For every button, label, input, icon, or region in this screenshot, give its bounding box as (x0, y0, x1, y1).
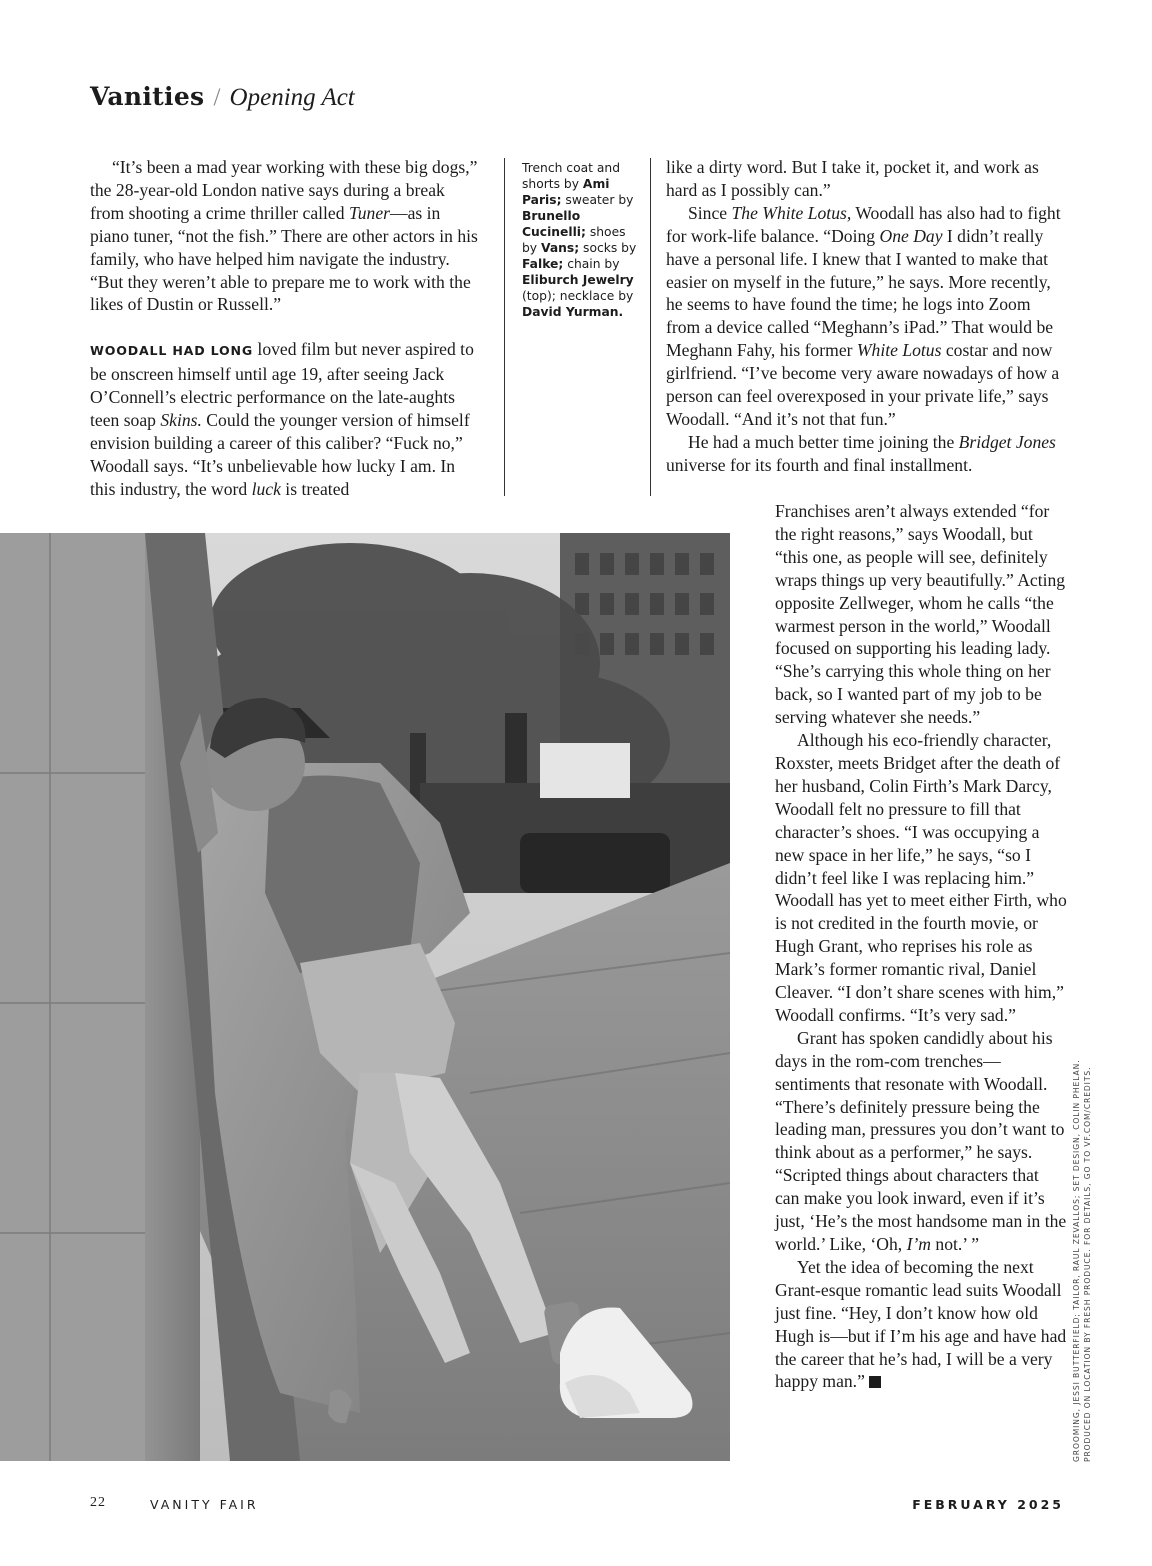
fashion-credits: Trench coat and shorts by Ami Paris; sweater by Brunello Cucinelli; shoes by Vans; socks by Falke; chain by Eliburch Jewelry (top); necklace by David Yurman. (522, 161, 637, 319)
magazine-name: VANITY FAIR (150, 1497, 259, 1512)
paragraph: Grant has spoken candidly about his days in the rom-com trenches—sentiments that resonate with Woodall. “There’s definitely pressure being the leading man, pressures you don’t want to think about as a performer,” he says. “Scripted things about characters that can make you look inward, even if it’s just, ‘He’s the most handsome man in the world.’ Like, ‘Oh, I’m not.’ ” (775, 1027, 1067, 1254)
paragraph: “It’s been a mad year working with these big dogs,” the 28-year-old London native says during a break from shooting a crime thriller called Tuner—as in piano tuner, “not the fish.” There are other actors in his family, who have helped him navigate the industry. “But they weren’t able to prepare me to work with the likes of Dustin or Russell.” (90, 157, 478, 315)
article-column-3-continued (775, 500, 1067, 1393)
page-number: 22 (90, 1495, 106, 1510)
paragraph: Since The White Lotus, Woodall has also had to fight for work-life balance. “Doing One Day I didn’t really have a personal life. I knew that I wanted to make that easier on myself in the future,” he says. More recently, he seems to have found the time; he logs into Zoom from a device called “Meghann’s iPad.” That would be Meghann Fahy, his former White Lotus costar and now girlfriend. “I’ve become very aware nowadays of how a person can feel overexposed in your private life,” says Woodall. “And it’s not that fun.” (666, 202, 1061, 429)
section-name: Vanities (90, 82, 205, 111)
column-rule (650, 158, 651, 496)
article-column-3 (666, 156, 1064, 477)
paragraph: He had a much better time joining the Bridget Jones universe for its fourth and final installment. (666, 431, 1056, 475)
paragraph: Although his eco-friendly character, Roxster, meets Bridget after the death of her husband, Colin Firth’s Mark Darcy, Woodall felt no pressure to fill that character’s shoes. “I was occupying a new space in her life,” he says, “so I didn’t feel like I was replacing him.” Woodall has yet to meet either Firth, who is not credited in the fourth movie, or Hugh Grant, who reprises his role as Mark’s former romantic rival, Daniel Cleaver. “I don’t share scenes with him,” Woodall confirms. “It’s very sad.” (775, 730, 1067, 1025)
issue-date: FEBRUARY 2025 (912, 1497, 1064, 1512)
column-rule (504, 158, 505, 496)
lead-in: WOODALL HAD LONG (90, 343, 254, 359)
article-column-1 (90, 156, 482, 501)
paragraph: WOODALL HAD LONG loved film but never aspired to be onscreen himself until age 19, after seeing Jack O’Connell’s electric performance on the late-aughts teen soap Skins. Could the younger version of himself envision building a career of this caliber? “Fuck no,” Woodall says. “It’s unbelievable how lucky I am. In this industry, the word luck is treated (90, 339, 474, 499)
section-subtitle: Opening Act (229, 84, 355, 111)
section-header (90, 82, 355, 112)
end-mark (869, 1376, 881, 1388)
paragraph: Yet the idea of becoming the next Grant-esque romantic lead suits Woodall just fine. “Hey, I don’t know how old Hugh is—but if I’m his age and have had the career that he’s had, I will be a very happy man.” (775, 1256, 1067, 1392)
section-divider: / (213, 84, 221, 111)
photo-credits: GROOMING, JESSI BUTTERFIELD; TAILOR, RAUL ZEVALLOS; SET DESIGN, COLIN PHELAN. PRODUCED ON LOCATION BY FRESH PRODUCE. FOR DETAILS, GO TO VF.COM/CREDITS. (1072, 1059, 1092, 1462)
photo-illustration (0, 533, 730, 1461)
paragraph: Franchises aren’t always extended “for the right reasons,” says Woodall, but “this one, as people will see, definitely wraps things up very beautifully.” Acting opposite Zellweger, whom he calls “the warmest person in the world,” Woodall focused on supporting his leading lady. “She’s carrying this whole thing on her back, so I wanted part of my job to be serving whatever she needs.” (775, 501, 1066, 728)
paragraph: like a dirty word. But I take it, pocket it, and work as hard as I possibly can.” (666, 157, 1039, 200)
portrait-photo (0, 533, 730, 1461)
